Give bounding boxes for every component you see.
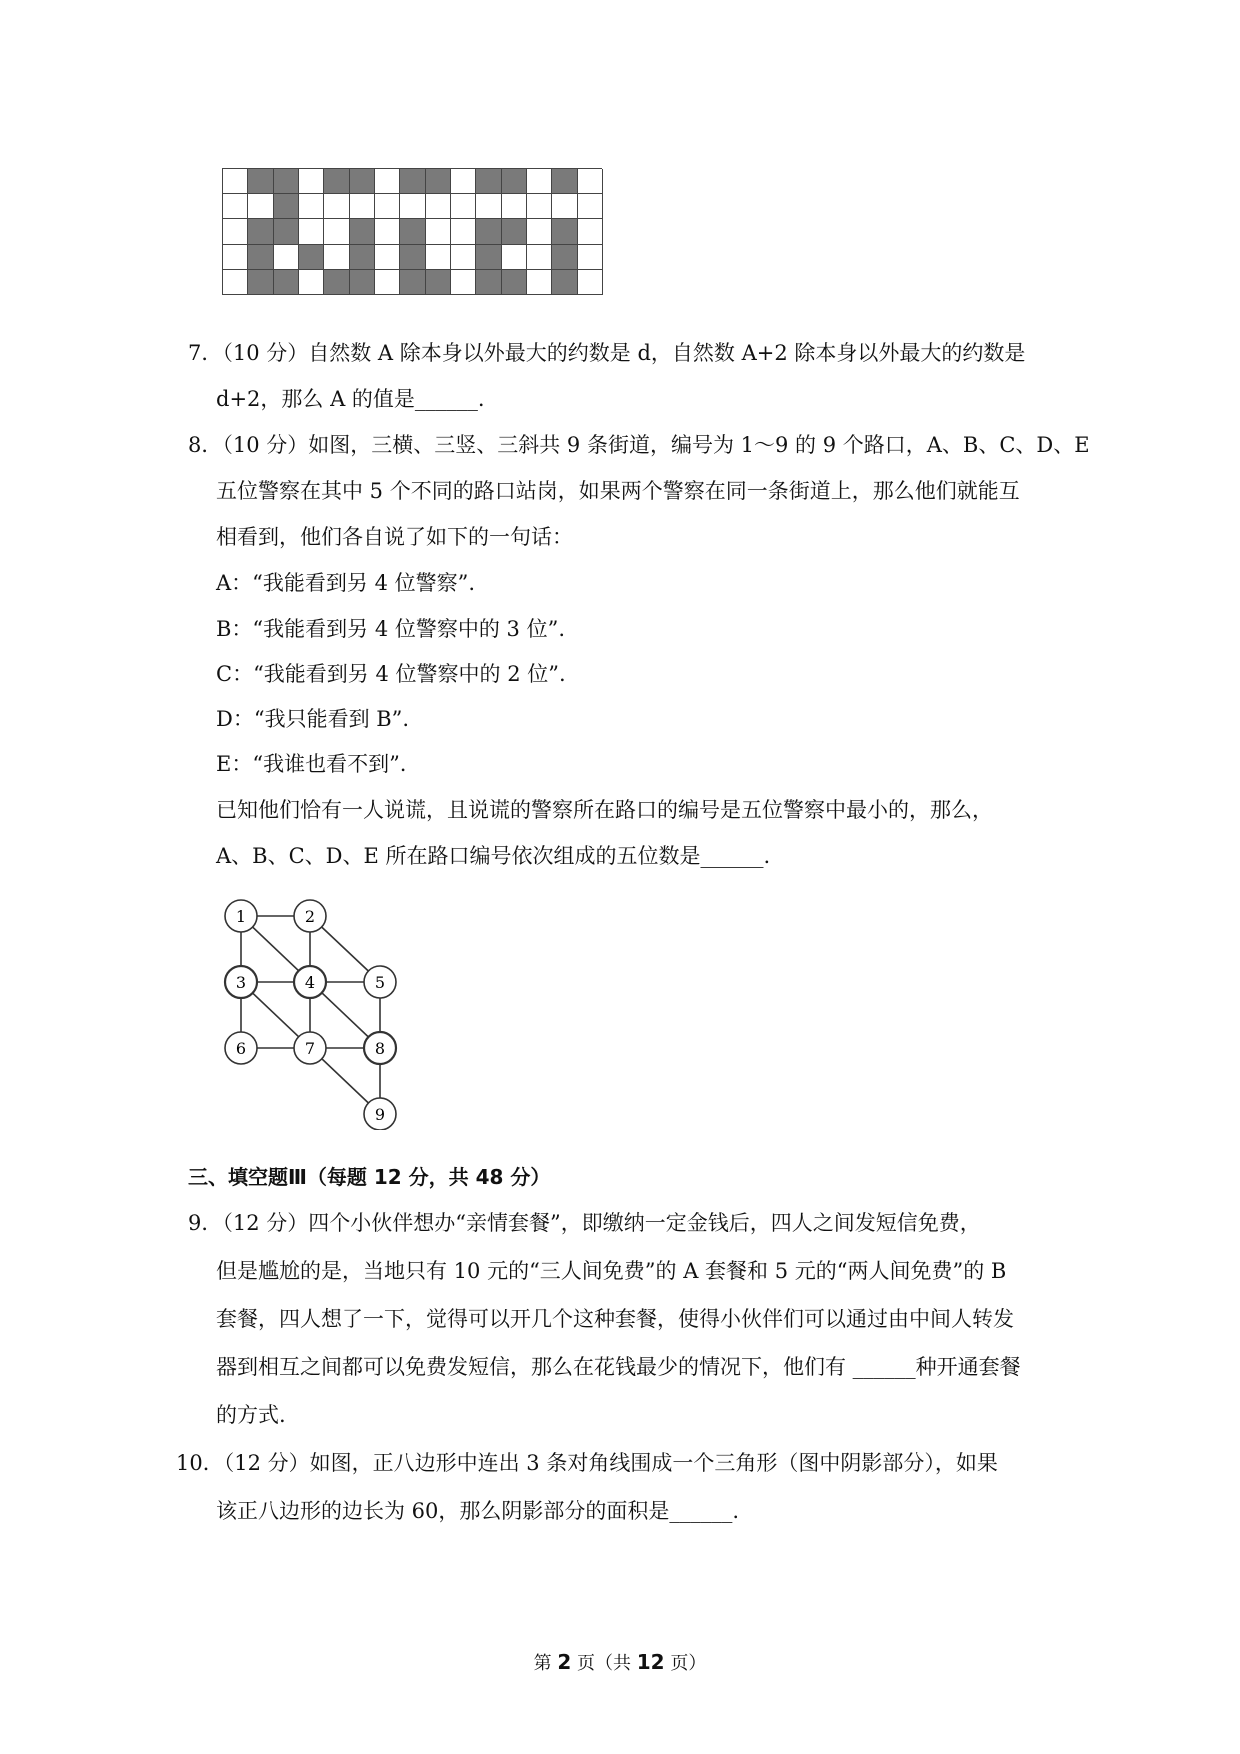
grid-cell: [248, 270, 273, 295]
svg-text:9: 9: [374, 1105, 386, 1124]
q8-line-4: 已知他们恰有一人说谎，且说谎的警察所在路口的编号是五位警察中最小的，那么，: [216, 798, 993, 822]
q9-line-4: 器到相互之间都可以免费发短信，那么在花钱最少的情况下，他们有 ______种开通套餐: [216, 1355, 1021, 1379]
grid-cell: [350, 169, 375, 194]
section-heading: 三、填空题Ⅲ（每题 12 分，共 48 分）: [188, 1165, 551, 1189]
street-intersection-graph: [214, 890, 414, 1130]
svg-text:6: 6: [235, 1039, 247, 1058]
grid-cell: [502, 245, 527, 270]
q8-statement-b: B：“我能看到另 4 位警察中的 3 位”.: [216, 617, 566, 641]
grid-cell: [451, 245, 476, 270]
grid-cell: [476, 270, 501, 295]
q10-line-2: 该正八边形的边长为 60，那么阴影部分的面积是______.: [216, 1499, 740, 1523]
grid-cell: [476, 219, 501, 244]
grid-cell: [248, 219, 273, 244]
grid-cell: [274, 169, 299, 194]
svg-text:5: 5: [374, 973, 386, 992]
q7-line-1: 7．（10 分）自然数 A 除本身以外最大的约数是 d，自然数 A+2 除本身以外最大的约数是: [188, 341, 1026, 365]
grid-cell: [502, 270, 527, 295]
svg-text:3: 3: [235, 973, 247, 992]
grid-cell: [274, 194, 299, 219]
q8-statement-e: E：“我谁也看不到”.: [216, 752, 407, 776]
svg-text:1: 1: [235, 907, 247, 926]
grid-cell: [451, 169, 476, 194]
grid-cell: [578, 194, 603, 219]
grid-cell: [274, 219, 299, 244]
grid-cell: [324, 270, 349, 295]
q9-line-3: 套餐，四人想了一下，觉得可以开几个这种套餐，使得小伙伴们可以通过由中间人转发: [216, 1307, 1014, 1331]
grid-cell: [223, 219, 248, 244]
footer-page-number: 2: [557, 1650, 572, 1674]
grid-cell: [299, 169, 324, 194]
grid-cell: [502, 169, 527, 194]
grid-cell: [274, 245, 299, 270]
svg-text:4: 4: [304, 973, 316, 992]
q8-statement-d: D：“我只能看到 B”.: [216, 707, 410, 731]
grid-cell: [527, 219, 552, 244]
q9-line-2: 但是尴尬的是，当地只有 10 元的“三人间免费”的 A 套餐和 5 元的“两人间免费”的 B: [216, 1259, 1007, 1283]
grid-cell: [578, 169, 603, 194]
grid-cell: [324, 219, 349, 244]
page-footer: [0, 1649, 1240, 1675]
grid-cell: [375, 219, 400, 244]
grid-cell: [426, 169, 451, 194]
grid-cell: [350, 194, 375, 219]
q8-statement-a: A：“我能看到另 4 位警察”.: [216, 571, 476, 595]
grid-cell: [552, 270, 577, 295]
grid-cell: [375, 194, 400, 219]
shaded-grid-figure: [222, 168, 602, 294]
footer-middle: 页（共: [571, 1653, 637, 1674]
intersection-node: [364, 1032, 396, 1064]
grid-cell: [451, 219, 476, 244]
grid-cell: [248, 169, 273, 194]
grid-cell: [299, 219, 324, 244]
grid-cell: [223, 169, 248, 194]
svg-text:2: 2: [304, 907, 316, 926]
grid-cell: [223, 194, 248, 219]
grid-cell: [299, 270, 324, 295]
svg-text:7: 7: [304, 1039, 316, 1058]
grid-cell: [248, 194, 273, 219]
intersection-node: [364, 966, 396, 998]
grid-cell: [552, 194, 577, 219]
grid-cell: [476, 245, 501, 270]
grid-cell: [502, 219, 527, 244]
grid-cell: [350, 245, 375, 270]
grid-cell: [324, 245, 349, 270]
grid-cell: [476, 194, 501, 219]
grid-cell: [426, 270, 451, 295]
q9-line-1: 9．（12 分）四个小伙伴想办“亲情套餐”，即缴纳一定金钱后，四人之间发短信免费，: [188, 1211, 981, 1235]
grid-cell: [223, 245, 248, 270]
q8-line-2: 五位警察在其中 5 个不同的路口站岗，如果两个警察在同一条街道上，那么他们就能互: [216, 479, 1020, 503]
grid-cell: [426, 219, 451, 244]
intersection-node: [225, 900, 257, 932]
grid-cell: [578, 270, 603, 295]
intersection-node: [225, 1032, 257, 1064]
footer-total-pages: 12: [636, 1650, 665, 1674]
intersection-node: [294, 966, 326, 998]
grid-cell: [476, 169, 501, 194]
grid-cell: [375, 270, 400, 295]
q7-line-2: d+2，那么 A 的值是______.: [216, 387, 485, 411]
grid-cell: [578, 245, 603, 270]
grid-cell: [375, 169, 400, 194]
grid-cell: [451, 270, 476, 295]
grid-cell: [527, 245, 552, 270]
grid-cell: [299, 194, 324, 219]
grid-cell: [400, 219, 425, 244]
grid-cell: [552, 219, 577, 244]
q8-line-5: A、B、C、D、E 所在路口编号依次组成的五位数是______.: [216, 844, 771, 868]
grid-cell: [324, 194, 349, 219]
grid-cell: [578, 219, 603, 244]
q8-line-3: 相看到，他们各自说了如下的一句话：: [216, 525, 573, 549]
shaded-grid: [222, 168, 602, 295]
grid-cell: [248, 245, 273, 270]
grid-cell: [299, 245, 324, 270]
grid-cell: [552, 245, 577, 270]
grid-cell: [527, 194, 552, 219]
grid-cell: [552, 169, 577, 194]
q8-statement-c: C：“我能看到另 4 位警察中的 2 位”.: [216, 662, 566, 686]
grid-cell: [274, 270, 299, 295]
grid-cell: [527, 169, 552, 194]
grid-cell: [426, 194, 451, 219]
q10-line-1: 10．（12 分）如图，正八边形中连出 3 条对角线围成一个三角形（图中阴影部分），如果: [176, 1451, 998, 1475]
grid-cell: [350, 219, 375, 244]
footer-suffix: 页）: [664, 1653, 707, 1674]
grid-cell: [324, 169, 349, 194]
grid-cell: [223, 270, 248, 295]
intersection-node: [294, 1032, 326, 1064]
grid-cell: [400, 169, 425, 194]
svg-text:8: 8: [374, 1039, 386, 1058]
grid-cell: [426, 245, 451, 270]
grid-cell: [350, 270, 375, 295]
q9-line-5: 的方式.: [216, 1403, 286, 1427]
grid-cell: [451, 194, 476, 219]
grid-cell: [502, 194, 527, 219]
intersection-node: [364, 1098, 396, 1130]
grid-cell: [527, 270, 552, 295]
q8-line-1: 8．（10 分）如图，三横、三竖、三斜共 9 条街道，编号为 1～9 的 9 个路口，A、B、C、D、E: [188, 433, 1090, 457]
intersection-node: [294, 900, 326, 932]
grid-cell: [400, 194, 425, 219]
grid-cell: [400, 245, 425, 270]
grid-cell: [375, 245, 400, 270]
footer-prefix: 第: [533, 1653, 558, 1674]
grid-cell: [400, 270, 425, 295]
intersection-node: [225, 966, 257, 998]
